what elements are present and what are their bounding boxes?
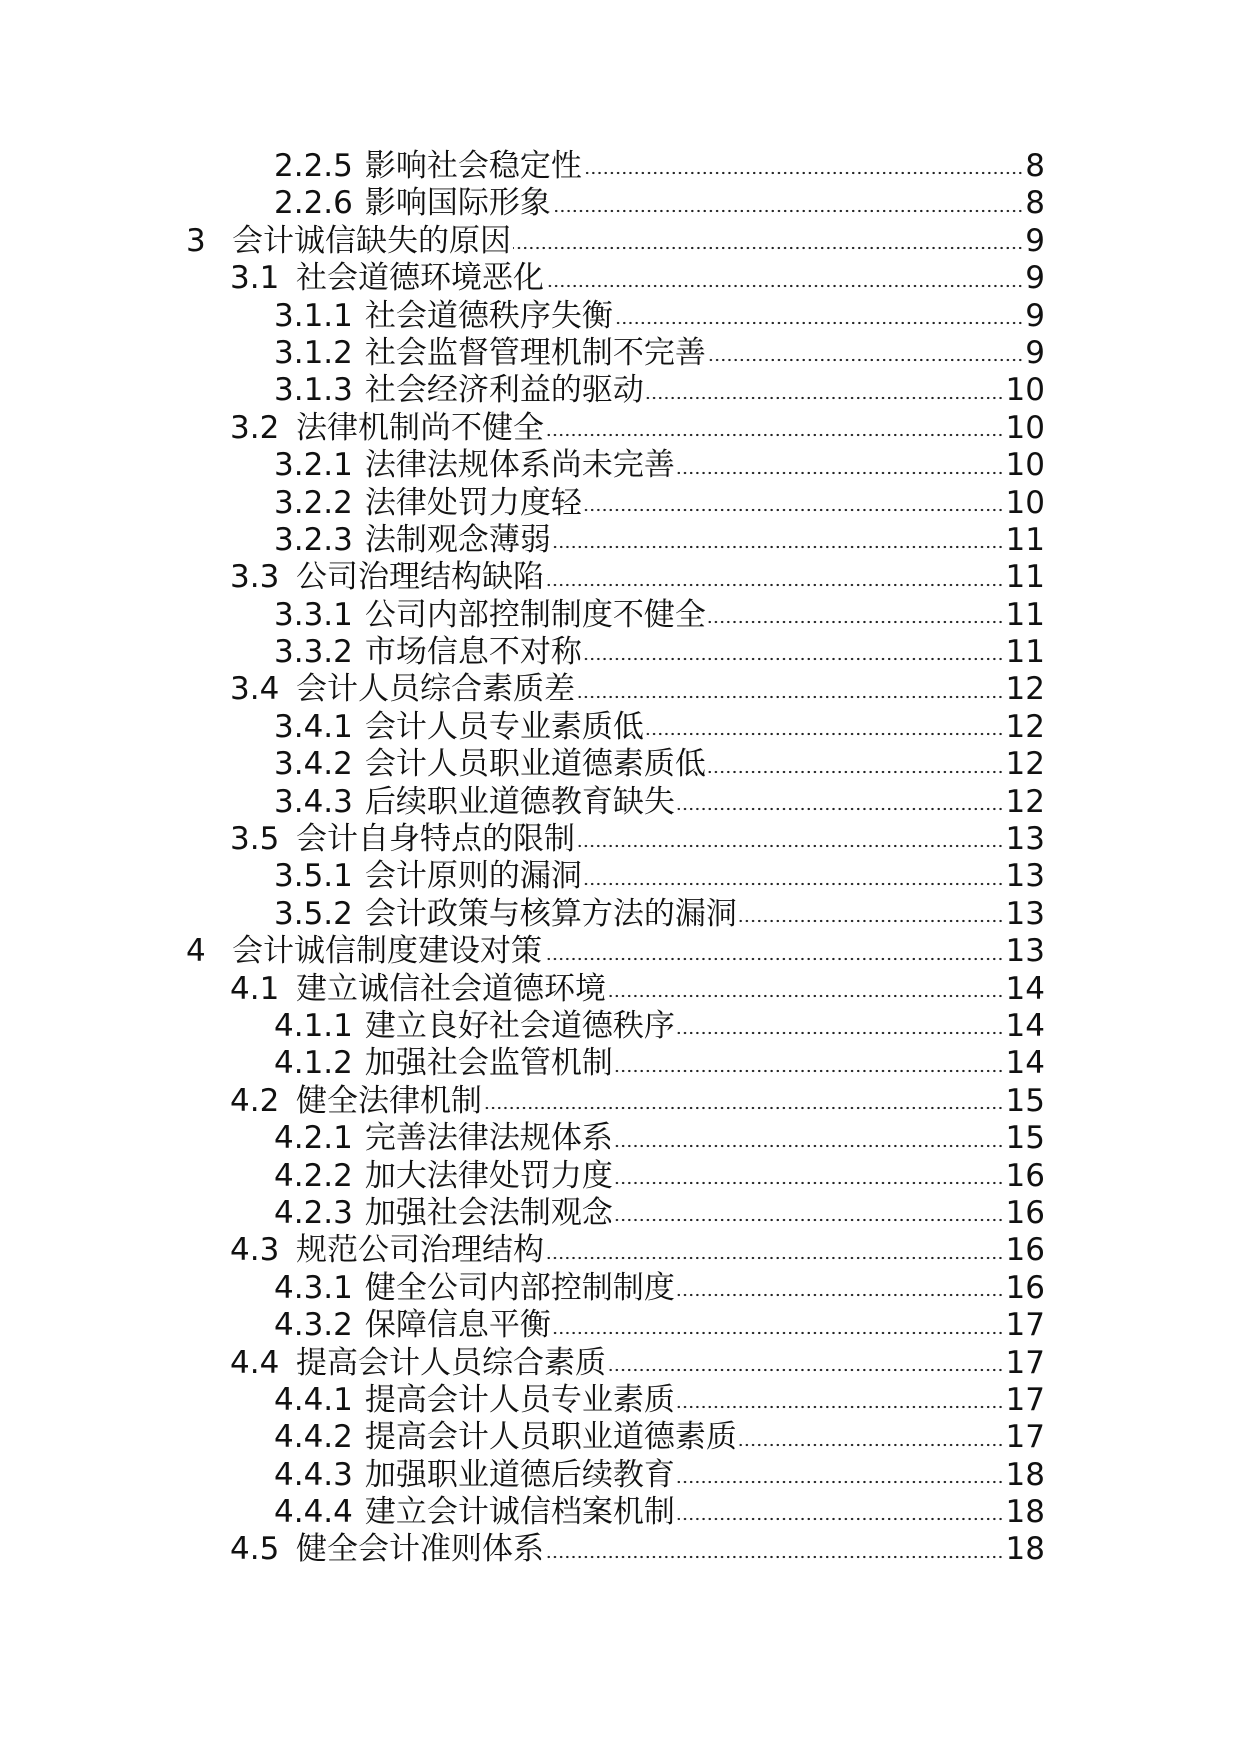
dot-leader xyxy=(544,957,1004,961)
toc-entry-number: 3.5 xyxy=(230,821,280,858)
dot-leader xyxy=(584,882,1004,886)
toc-entry-page-number: 14 xyxy=(1005,1045,1045,1082)
toc-entry[interactable] xyxy=(0,410,1241,447)
toc-entry-number: 4.4 xyxy=(230,1344,280,1381)
toc-entry[interactable] xyxy=(0,1270,1241,1307)
dot-leader xyxy=(677,1405,1004,1409)
dot-leader xyxy=(615,321,1023,325)
toc-entry-title: 社会道德环境恶化 xyxy=(296,260,544,297)
toc-entry-title: 公司内部控制制度不健全 xyxy=(364,596,706,633)
toc-entry-title: 提高会计人员专业素质 xyxy=(364,1381,675,1418)
toc-entry-page-number: 16 xyxy=(1005,1157,1045,1194)
toc-entry-number: 4.2 xyxy=(230,1082,280,1119)
toc-entry-title: 完善法律法规体系 xyxy=(364,1120,613,1157)
toc-entry-title: 影响社会稳定性 xyxy=(364,148,582,184)
dot-leader xyxy=(615,1181,1004,1185)
dot-leader xyxy=(553,1331,1004,1335)
toc-entry-number: 3.4.2 xyxy=(274,746,353,783)
toc-entry-number: 2.2.6 xyxy=(274,185,353,222)
toc-entry-page-number: 17 xyxy=(1005,1344,1045,1381)
toc-entry-page-number: 18 xyxy=(1005,1456,1045,1493)
toc-entry-page-number: 11 xyxy=(1005,521,1045,558)
toc-entry-page-number: 16 xyxy=(1005,1269,1045,1306)
dot-leader xyxy=(553,209,1023,213)
toc-entry-number: 3 xyxy=(186,222,206,259)
toc-entry[interactable] xyxy=(0,1120,1241,1157)
toc-entry[interactable] xyxy=(0,1494,1241,1531)
toc-entry-page-number: 9 xyxy=(1025,222,1045,259)
dot-leader xyxy=(577,695,1004,699)
toc-entry[interactable] xyxy=(0,1531,1241,1568)
toc-entry-page-number: 14 xyxy=(1005,970,1045,1007)
toc-entry-page-number: 8 xyxy=(1025,148,1045,184)
dot-leader xyxy=(584,657,1004,661)
toc-entry-number: 4.3.1 xyxy=(274,1269,353,1306)
toc-entry-page-number: 10 xyxy=(1005,409,1045,446)
toc-entry[interactable] xyxy=(0,1457,1241,1494)
toc-entry-title: 加强职业道德后续教育 xyxy=(364,1456,675,1493)
toc-entry-number: 3.1.1 xyxy=(274,297,353,334)
toc-entry[interactable] xyxy=(0,1195,1241,1232)
toc-entry-number: 3.5.1 xyxy=(274,858,353,895)
toc-entry-number: 4.4.4 xyxy=(274,1494,353,1531)
toc-entry-number: 3.4.1 xyxy=(274,708,353,745)
dot-leader xyxy=(584,508,1004,512)
dot-leader xyxy=(513,246,1023,250)
dot-leader xyxy=(546,1555,1004,1559)
toc-entry-title: 法律处罚力度轻 xyxy=(364,484,582,521)
toc-entry-number: 2.2.5 xyxy=(274,148,353,184)
toc-entry-title: 影响国际形象 xyxy=(364,185,551,222)
toc-entry-number: 4.2.2 xyxy=(274,1157,353,1194)
dot-leader xyxy=(708,770,1004,774)
toc-entry-page-number: 13 xyxy=(1005,895,1045,932)
toc-entry-page-number: 17 xyxy=(1005,1307,1045,1344)
toc-entry-title: 社会经济利益的驱动 xyxy=(364,372,644,409)
toc-entry[interactable] xyxy=(0,148,1241,185)
toc-entry[interactable] xyxy=(0,522,1241,559)
toc-entry-title: 会计诚信缺失的原因 xyxy=(232,222,511,259)
toc-entry[interactable] xyxy=(0,1008,1241,1045)
dot-leader xyxy=(615,1069,1004,1073)
toc-entry[interactable] xyxy=(0,821,1241,858)
dot-leader xyxy=(546,433,1004,437)
dot-leader xyxy=(677,1517,1004,1521)
toc-entry[interactable] xyxy=(0,223,1241,260)
toc-entry-page-number: 11 xyxy=(1005,596,1045,633)
toc-entry-page-number: 18 xyxy=(1005,1494,1045,1531)
toc-entry-page-number: 13 xyxy=(1005,858,1045,895)
toc-entry-title: 提高会计人员职业道德素质 xyxy=(364,1419,737,1456)
toc-entry[interactable] xyxy=(0,858,1241,895)
toc-entry-number: 3.4.3 xyxy=(274,783,353,820)
toc-entry-title: 会计诚信制度建设对策 xyxy=(232,933,542,970)
toc-entry-page-number: 18 xyxy=(1005,1531,1045,1568)
dot-leader xyxy=(615,1144,1004,1148)
toc-entry-number: 4.3 xyxy=(230,1232,280,1269)
toc-entry[interactable] xyxy=(0,746,1241,783)
toc-entry-page-number: 8 xyxy=(1025,185,1045,222)
toc-entry[interactable] xyxy=(0,1345,1241,1382)
toc-entry-page-number: 11 xyxy=(1005,634,1045,671)
toc-entry-title: 健全法律机制 xyxy=(296,1082,482,1119)
toc-entry-title: 法律法规体系尚未完善 xyxy=(364,447,675,484)
toc-entry-title: 公司治理结构缺陷 xyxy=(296,559,544,596)
toc-entry[interactable] xyxy=(0,1045,1241,1082)
toc-entry-title: 会计政策与核算方法的漏洞 xyxy=(364,895,737,932)
toc-entry-page-number: 10 xyxy=(1005,484,1045,521)
toc-entry[interactable] xyxy=(0,1232,1241,1269)
toc-entry-number: 4 xyxy=(186,933,206,970)
toc-entry-title: 加大法律处罚力度 xyxy=(364,1157,613,1194)
toc-entry[interactable] xyxy=(0,1158,1241,1195)
dot-leader xyxy=(546,1256,1004,1260)
toc-entry[interactable] xyxy=(0,1382,1241,1419)
toc-entry-number: 4.4.1 xyxy=(274,1381,353,1418)
toc-entry[interactable] xyxy=(0,597,1241,634)
toc-entry-page-number: 10 xyxy=(1005,372,1045,409)
toc-entry[interactable] xyxy=(0,896,1241,933)
toc-entry-number: 3.2.1 xyxy=(274,447,353,484)
toc-entry-title: 市场信息不对称 xyxy=(364,634,582,671)
toc-entry-number: 4.4.2 xyxy=(274,1419,353,1456)
table-of-contents xyxy=(0,148,1241,1569)
toc-entry-number: 3.3 xyxy=(230,559,280,596)
toc-entry-title: 会计自身特点的限制 xyxy=(296,821,575,858)
toc-entry-title: 建立诚信社会道德环境 xyxy=(296,970,606,1007)
toc-entry-page-number: 15 xyxy=(1005,1082,1045,1119)
toc-entry[interactable] xyxy=(0,485,1241,522)
toc-entry-page-number: 12 xyxy=(1005,746,1045,783)
toc-entry-number: 3.3.1 xyxy=(274,596,353,633)
toc-entry-title: 建立会计诚信档案机制 xyxy=(364,1494,675,1531)
toc-entry-number: 3.1 xyxy=(230,260,280,297)
dot-leader xyxy=(553,545,1004,549)
toc-entry-number: 3.1.2 xyxy=(274,334,353,371)
toc-entry-page-number: 15 xyxy=(1005,1120,1045,1157)
toc-entry[interactable] xyxy=(0,671,1241,708)
dot-leader xyxy=(708,620,1004,624)
dot-leader xyxy=(677,1293,1004,1297)
toc-entry-title: 社会道德秩序失衡 xyxy=(364,297,613,334)
toc-entry-page-number: 12 xyxy=(1005,783,1045,820)
toc-entry-title: 法律机制尚不健全 xyxy=(296,409,544,446)
toc-entry[interactable] xyxy=(0,709,1241,746)
toc-entry-page-number: 12 xyxy=(1005,671,1045,708)
toc-entry[interactable] xyxy=(0,784,1241,821)
toc-entry-number: 4.2.1 xyxy=(274,1120,353,1157)
toc-entry-page-number: 13 xyxy=(1005,821,1045,858)
toc-entry[interactable] xyxy=(0,933,1241,970)
dot-leader xyxy=(584,171,1023,175)
toc-entry-page-number: 13 xyxy=(1005,933,1045,970)
toc-entry[interactable] xyxy=(0,1419,1241,1456)
dot-leader xyxy=(608,1368,1004,1372)
toc-entry-page-number: 11 xyxy=(1005,559,1045,596)
toc-entry-number: 3.4 xyxy=(230,671,280,708)
toc-entry-number: 4.5 xyxy=(230,1531,280,1568)
dot-leader xyxy=(708,358,1023,362)
toc-entry[interactable] xyxy=(0,1307,1241,1344)
toc-entry-title: 建立良好社会道德秩序 xyxy=(364,1007,675,1044)
toc-entry-page-number: 12 xyxy=(1005,708,1045,745)
toc-entry[interactable] xyxy=(0,1083,1241,1120)
toc-entry-number: 3.2 xyxy=(230,409,280,446)
toc-entry-page-number: 17 xyxy=(1005,1419,1045,1456)
toc-entry-number: 4.1 xyxy=(230,970,280,1007)
toc-entry-page-number: 9 xyxy=(1025,297,1045,334)
toc-entry-title: 健全公司内部控制制度 xyxy=(364,1269,675,1306)
toc-entry-title: 加强社会监管机制 xyxy=(364,1045,613,1082)
dot-leader xyxy=(484,1106,1004,1110)
toc-entry-title: 提高会计人员综合素质 xyxy=(296,1344,606,1381)
dot-leader xyxy=(546,284,1023,288)
dot-leader xyxy=(677,807,1004,811)
toc-entry[interactable] xyxy=(0,447,1241,484)
toc-entry-number: 3.2.3 xyxy=(274,521,353,558)
toc-entry[interactable] xyxy=(0,335,1241,372)
toc-entry-page-number: 9 xyxy=(1025,260,1045,297)
toc-entry[interactable] xyxy=(0,260,1241,297)
toc-entry-page-number: 9 xyxy=(1025,334,1045,371)
dot-leader xyxy=(677,1480,1004,1484)
toc-entry-number: 3.3.2 xyxy=(274,634,353,671)
toc-entry[interactable] xyxy=(0,559,1241,596)
toc-entry-page-number: 14 xyxy=(1005,1007,1045,1044)
dot-leader xyxy=(739,919,1004,923)
toc-entry[interactable] xyxy=(0,372,1241,409)
toc-entry[interactable] xyxy=(0,185,1241,222)
toc-entry-page-number: 17 xyxy=(1005,1381,1045,1418)
dot-leader xyxy=(739,1443,1004,1447)
toc-entry-page-number: 10 xyxy=(1005,447,1045,484)
dot-leader xyxy=(577,844,1004,848)
toc-entry-number: 4.2.3 xyxy=(274,1194,353,1231)
toc-entry-title: 规范公司治理结构 xyxy=(296,1232,544,1269)
toc-entry[interactable] xyxy=(0,971,1241,1008)
dot-leader xyxy=(646,732,1004,736)
toc-entry-title: 法制观念薄弱 xyxy=(364,521,551,558)
toc-entry-title: 社会监督管理机制不完善 xyxy=(364,334,706,371)
toc-entry[interactable] xyxy=(0,634,1241,671)
toc-entry-title: 会计人员职业道德素质低 xyxy=(364,746,706,783)
dot-leader xyxy=(608,994,1004,998)
toc-entry-title: 保障信息平衡 xyxy=(364,1307,551,1344)
dot-leader xyxy=(546,583,1004,587)
toc-entry-page-number: 16 xyxy=(1005,1232,1045,1269)
toc-entry-title: 会计人员综合素质差 xyxy=(296,671,575,708)
toc-entry[interactable] xyxy=(0,298,1241,335)
toc-entry-number: 4.1.2 xyxy=(274,1045,353,1082)
toc-entry-title: 后续职业道德教育缺失 xyxy=(364,783,675,820)
toc-entry-number: 3.5.2 xyxy=(274,895,353,932)
dot-leader xyxy=(646,396,1004,400)
toc-entry-title: 加强社会法制观念 xyxy=(364,1194,613,1231)
toc-entry-number: 3.2.2 xyxy=(274,484,353,521)
dot-leader xyxy=(677,1031,1004,1035)
toc-entry-number: 3.1.3 xyxy=(274,372,353,409)
toc-entry-title: 健全会计准则体系 xyxy=(296,1531,544,1568)
toc-entry-title: 会计原则的漏洞 xyxy=(364,858,582,895)
toc-entry-number: 4.1.1 xyxy=(274,1007,353,1044)
toc-entry-title: 会计人员专业素质低 xyxy=(364,708,644,745)
toc-entry-number: 4.4.3 xyxy=(274,1456,353,1493)
dot-leader xyxy=(615,1218,1004,1222)
toc-entry-page-number: 16 xyxy=(1005,1194,1045,1231)
dot-leader xyxy=(677,471,1004,475)
toc-entry-number: 4.3.2 xyxy=(274,1307,353,1344)
